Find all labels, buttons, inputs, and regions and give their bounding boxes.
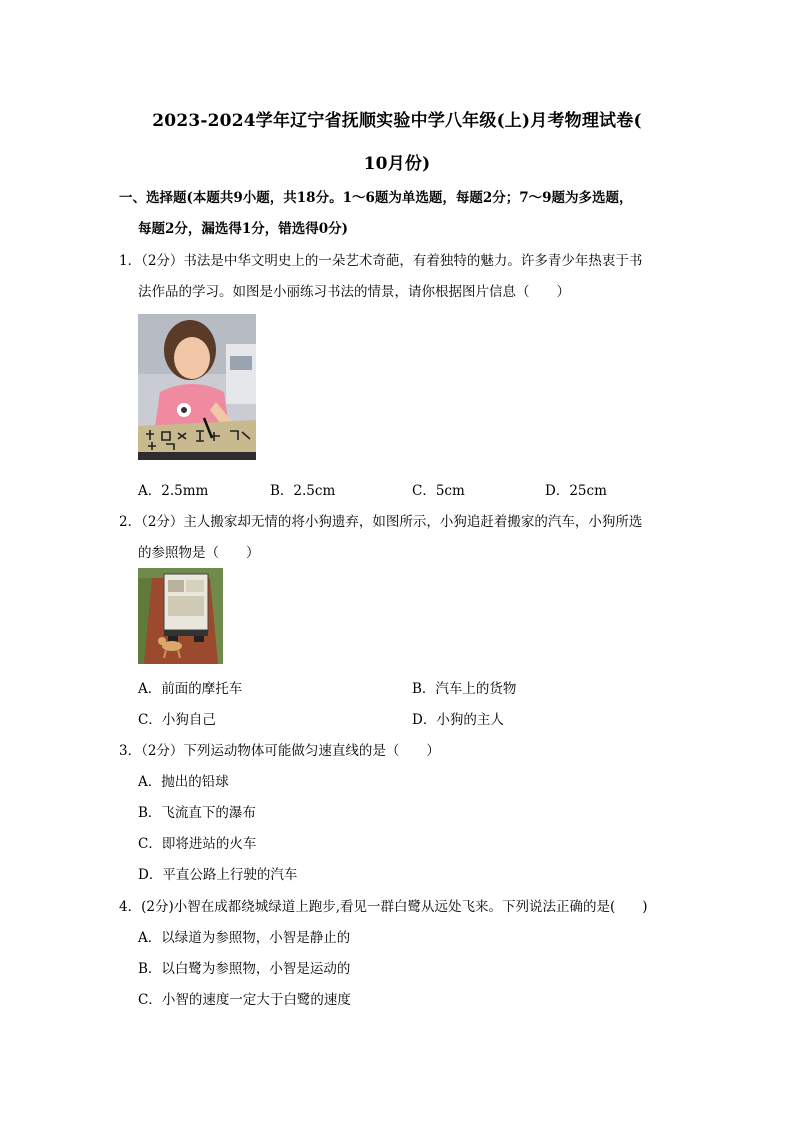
question-1-option-d: D．25cm bbox=[545, 483, 607, 499]
question-3-option-a: A．抛出的铅球 bbox=[138, 774, 229, 790]
question-4-option-c: C．小智的速度一定大于白鹭的速度 bbox=[138, 992, 351, 1008]
question-1-option-b: B．2.5cm bbox=[270, 483, 336, 499]
dog-chasing-truck-photo bbox=[138, 568, 223, 664]
question-4-stem-line1: 4．(2分)小智在成都绕城绿道上跑步,看见一群白鹭从远处飞来。下列说法正确的是( ) bbox=[119, 899, 648, 915]
question-3-option-d: D．平直公路上行驶的汽车 bbox=[138, 867, 298, 883]
question-1-option-c: C．5cm bbox=[412, 483, 465, 499]
girl-calligraphy-photo bbox=[138, 314, 256, 460]
section-heading-line1: 一、选择题(本题共9小题，共18分。1～6题为单选题，每题2分；7～9题为多选题， bbox=[119, 190, 633, 206]
question-4-option-b: B．以白鹭为参照物，小智是运动的 bbox=[138, 961, 351, 977]
question-2-stem-line1: 2．（2分）主人搬家却无情的将小狗遗弃，如图所示，小狗追赶着搬家的汽车，小狗所选 bbox=[119, 514, 643, 530]
question-1-option-a: A．2.5mm bbox=[138, 483, 209, 499]
question-2-option-b: B．汽车上的货物 bbox=[412, 681, 517, 697]
question-3-option-c: C．即将进站的火车 bbox=[138, 836, 257, 852]
question-2-option-c: C．小狗自己 bbox=[138, 712, 216, 728]
exam-title-line1: 2023-2024学年辽宁省抚顺实验中学八年级(上)月考物理试卷( bbox=[152, 111, 642, 131]
question-3-stem-line1: 3．（2分）下列运动物体可能做匀速直线的是（ ） bbox=[119, 743, 440, 759]
question-1-stem-line1: 1．（2分）书法是中华文明史上的一朵艺术奇葩，有着独特的魅力。许多青少年热衷于书 bbox=[119, 253, 643, 269]
question-3-option-b: B．飞流直下的瀑布 bbox=[138, 805, 256, 821]
question-2-option-a: A．前面的摩托车 bbox=[138, 681, 243, 697]
section-heading-line2: 每题2分，漏选得1分，错选得0分) bbox=[138, 221, 349, 237]
question-4-option-a: A．以绿道为参照物，小智是静止的 bbox=[138, 930, 351, 946]
question-1-stem-line2: 法作品的学习。如图是小丽练习书法的情景，请你根据图片信息（ ） bbox=[138, 284, 570, 300]
question-2-option-d: D．小狗的主人 bbox=[412, 712, 504, 728]
question-2-stem-line2: 的参照物是（ ） bbox=[138, 545, 260, 561]
exam-title-line2: 10月份) bbox=[363, 154, 431, 174]
